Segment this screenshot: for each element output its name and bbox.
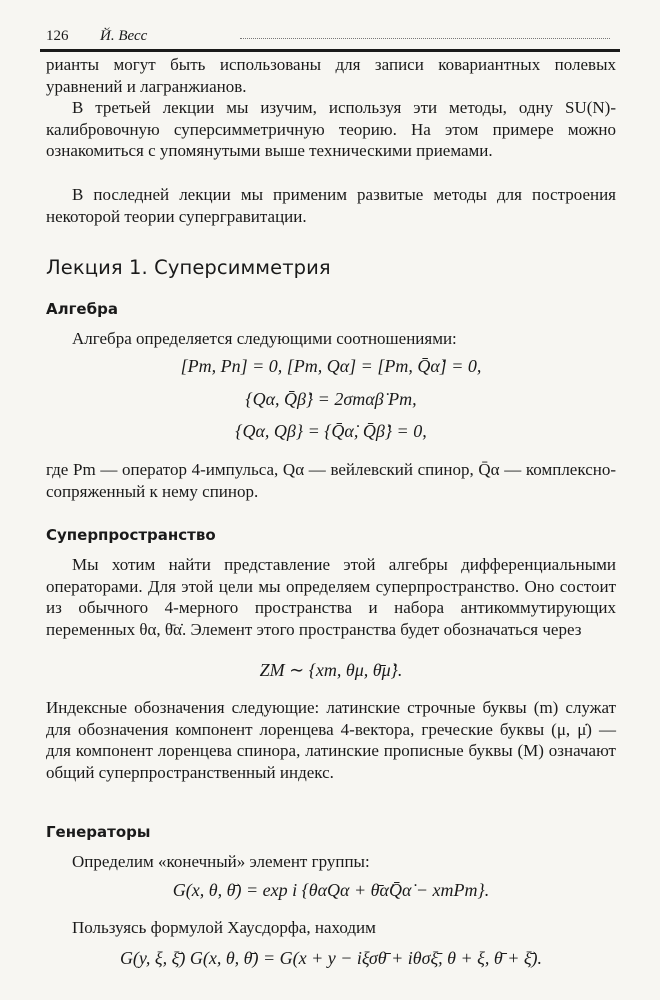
- superspace-paragraph-1: Мы хотим найти представление этой алгебры дифференциальными операторами. Для этой цели мы определяем суперпространство. Оно состоит из обычного 4-мерного пространства и набора антикоммутирующих переменных θα, θ̄α̇. Элемент этого пространства будет обозначаться через: [46, 555, 616, 639]
- intro-paragraph-2: В третьей лекции мы изучим, используя эти методы, одну SU(N)-калибровочную суперсимметричную теорию. На этом примере можно ознакомиться с упомянутыми выше техническими приемами.: [46, 98, 616, 161]
- algebra-equation-3: {Qα, Qβ} = {Q̄α̇, Q̄β̇} = 0,: [235, 421, 427, 441]
- generators-heading: Генераторы: [46, 823, 151, 841]
- superspace-equation: ZM ∼ {xm, θμ, θ̄μ̇}.: [259, 660, 403, 680]
- superspace-heading: Суперпространство: [46, 526, 216, 544]
- algebra-heading: Алгебра: [46, 300, 118, 318]
- algebra-explanation: где Pm — оператор 4-импульса, Qα — вейлевский спинор, Q̄α — комплексно-сопряженный к нему спинор.: [46, 460, 616, 501]
- header-dotted-line: [240, 38, 610, 41]
- generators-paragraph-1: Определим «конечный» элемент группы:: [72, 852, 370, 871]
- intro-paragraph-3: В последней лекции мы применим развитые методы для построения некоторой теории супергравитации.: [46, 185, 616, 226]
- algebra-equation-1: [Pm, Pn] = 0, [Pm, Qα] = [Pm, Q̄α̇] = 0,: [180, 356, 482, 376]
- page-number: 126: [46, 28, 69, 44]
- lecture-title: Лекция 1. Суперсимметрия: [46, 256, 331, 279]
- superspace-paragraph-2: Индексные обозначения следующие: латинские строчные буквы (m) служат для обозначения компонент лоренцева 4-вектора, греческие буквы (μ, μ̇) — для компонент лоренцева спинора, латинские прописные буквы (M) означают общий суперпространственный индекс.: [46, 698, 616, 782]
- header-rule: [40, 49, 620, 52]
- generators-equation-1: G(x, θ, θ̄) = exp i {θαQα + θ̄α̇Q̄α̇ − xmPm}.: [172, 880, 490, 900]
- running-author: Й. Весс: [100, 28, 148, 44]
- generators-paragraph-2: Пользуясь формулой Хаусдорфа, находим: [72, 918, 376, 937]
- algebra-equation-2: {Qα, Q̄β̇} = 2σmαβ̇ Pm,: [245, 389, 417, 409]
- algebra-intro: Алгебра определяется следующими соотношениями:: [72, 329, 457, 348]
- generators-equation-2: G(y, ξ, ξ̄) G(x, θ, θ̄) = G(x + y − iξσθ̄ + iθσξ̄, θ + ξ, θ̄ + ξ̄).: [119, 948, 543, 968]
- running-header: [40, 26, 620, 50]
- intro-paragraph-1: рианты могут быть использованы для записи ковариантных полевых уравнений и лагранжианов.: [46, 55, 616, 96]
